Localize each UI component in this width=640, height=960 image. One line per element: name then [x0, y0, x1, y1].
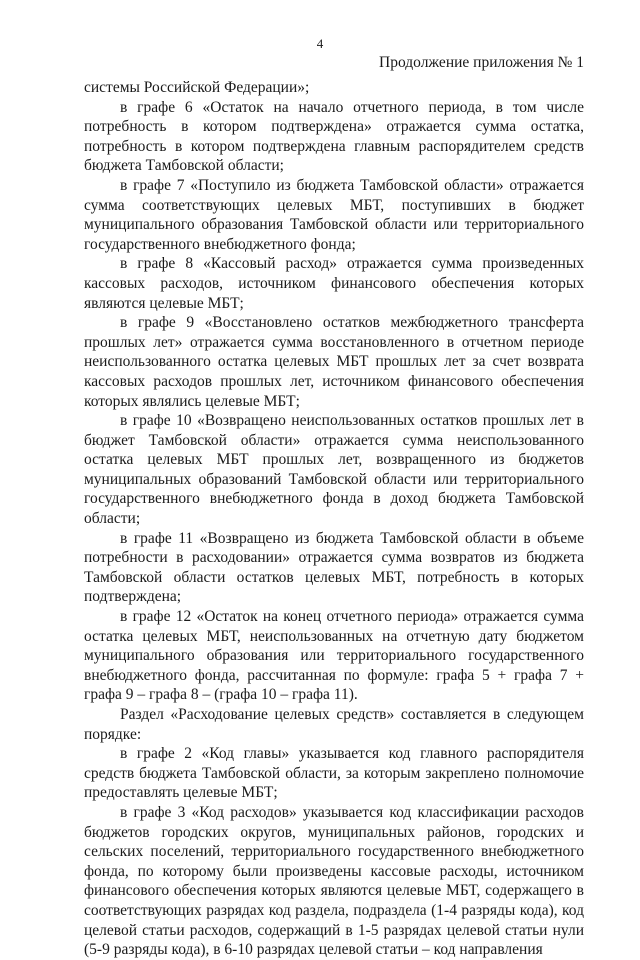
page-number: 4	[316, 36, 324, 51]
paragraph: в графе 11 «Возвращено из бюджета Тамбовской области в объеме потребности в расходовании» отражается сумма возвратов из бюджета Тамбовской области остатков целевых МБТ, потребность в которых подтверждена;	[84, 529, 584, 606]
paragraph: системы Российской Федерации»;	[84, 79, 310, 96]
paragraph: в графе 3 «Код расходов» указывается код классификации расходов бюджетов городских округов, муниципальных районов, городских и сельских поселений, территориального государственного внебюджетного фонда, по которому были произведены кассовые расходы, источником финансового обеспечения которых являются целевые МБТ, содержащего в соответствующих разрядах код раздела, подраздела (1-4 разряды кода), код целевой статьи расходов, содержащий в 1-5 разрядах целевой статьи нули (5-9 разряды кода), в 6-10 разрядах целевой статьи – код направления	[84, 803, 584, 959]
paragraph: в графе 2 «Код главы» указывается код главного распорядителя средств бюджета Тамбовской области, за которым закреплено полномочие предоставлять целевые МБТ;	[84, 745, 584, 802]
paragraph: Раздел «Расходование целевых средств» составляется в следующем порядке:	[84, 706, 584, 743]
paragraph: в графе 10 «Возвращено неиспользованных остатков прошлых лет в бюджет Тамбовской области» отражается сумма неиспользованного остатка целевых МБТ прошлых лет, возвращенного из бюджетов муниципальных образований Тамбовской области или территориального государственного внебюджетного фонда в доход бюджета Тамбовской области;	[84, 412, 584, 528]
appendix-continuation-note: Продолжение приложения № 1	[379, 54, 584, 71]
paragraph: в графе 6 «Остаток на начало отчетного периода, в том числе потребность в котором подтверждена» отражается сумма остатка, потребность в котором подтверждена главным распорядителем средств бюджета Тамбовской области;	[84, 98, 584, 175]
paragraph: в графе 8 «Кассовый расход» отражается сумма произведенных кассовых расходов, источником финансового обеспечения которых являются целевые МБТ;	[84, 255, 584, 312]
paragraph: в графе 12 «Остаток на конец отчетного периода» отражается сумма остатка целевых МБТ, неиспользованных на отчетную дату бюджетом муниципального образования или территориального государственного внебюджетного фонда, рассчитанная по формуле: графа 5 + графа 7 + графа 9 – графа 8 – (графа 10 – графа 11).	[84, 608, 584, 704]
paragraph: в графе 7 «Поступило из бюджета Тамбовской области» отражается сумма соответствующих целевых МБТ, поступивших в бюджет муниципального образования Тамбовской области или территориального государственного внебюджетного фонда;	[84, 176, 584, 253]
paragraph: в графе 9 «Восстановлено остатков межбюджетного трансферта прошлых лет» отражается сумма восстановленного в отчетном периоде неиспользованного остатка целевых МБТ прошлых лет за счет возврата кассовых расходов прошлых лет, источником финансового обеспечения которых являлись целевые МБТ;	[84, 314, 584, 410]
body-text	[84, 78, 584, 960]
